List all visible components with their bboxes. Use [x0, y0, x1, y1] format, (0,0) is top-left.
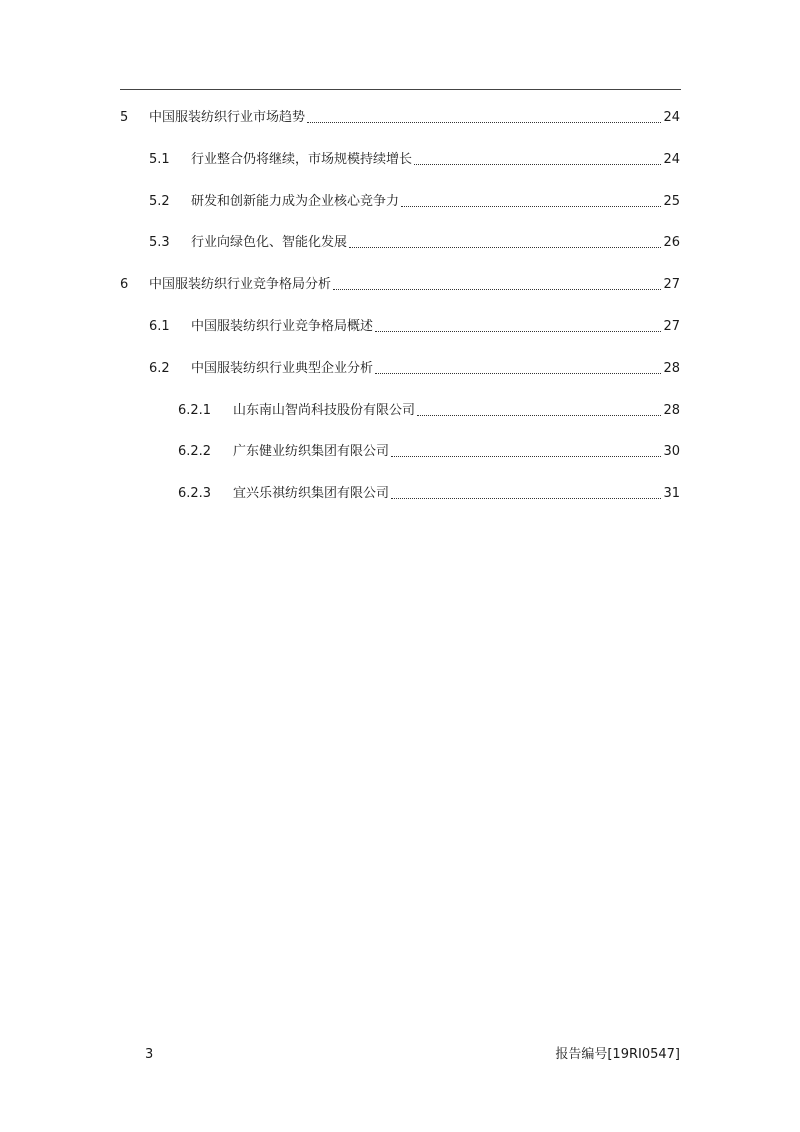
toc-entry-number: 6.2.3: [178, 486, 212, 502]
toc-entry-title: 中国服装纺织行业典型企业分析: [191, 359, 375, 379]
footer-report-id: 报告编号[19RI0547]: [555, 1047, 680, 1062]
toc-entry[interactable]: [0, 233, 800, 253]
toc-entry-title: 广东健业纺织集团有限公司: [233, 442, 391, 462]
toc-entry-number: 5.1: [149, 151, 170, 167]
toc-entry[interactable]: [0, 442, 800, 462]
toc-entry-number: 6.2.2: [178, 444, 212, 460]
toc-dot-leader: [307, 122, 661, 123]
toc-entry-title: 中国服装纺织行业竞争格局概述: [191, 317, 375, 337]
toc-entry-page: 24: [661, 150, 680, 170]
toc-entry-page: 28: [661, 359, 680, 379]
toc-dot-leader: [375, 331, 661, 332]
toc-dot-leader: [401, 206, 661, 207]
toc-entry-number: 5.3: [149, 235, 170, 251]
toc-entry[interactable]: [0, 359, 800, 379]
toc-dot-leader: [333, 289, 661, 290]
toc-entry-title: 行业向绿色化、智能化发展: [191, 233, 349, 253]
toc-dot-leader: [391, 456, 661, 457]
toc-entry-number: 5: [120, 110, 129, 125]
toc-dot-leader: [349, 247, 661, 248]
toc-dot-leader: [417, 415, 661, 416]
toc-entry-page: 27: [661, 317, 680, 337]
toc-entry-page: 30: [661, 442, 680, 462]
toc-entry-page: 26: [661, 233, 680, 253]
toc-entry[interactable]: [0, 484, 800, 504]
toc-entry-page: 25: [661, 192, 680, 212]
toc-entry[interactable]: [0, 192, 800, 212]
toc-entry-title: 山东南山智尚科技股份有限公司: [233, 401, 417, 421]
toc-entry-title: 宜兴乐祺纺织集团有限公司: [233, 484, 391, 504]
toc-entry-page: 27: [661, 275, 680, 295]
toc-entry-number: 6.2: [149, 360, 170, 376]
toc-dot-leader: [414, 164, 661, 165]
toc-dot-leader: [391, 498, 661, 499]
toc-entry-title: 研发和创新能力成为企业核心竞争力: [191, 192, 401, 212]
footer-page-number: 3: [145, 1047, 154, 1062]
toc-entry-title: 中国服装纺织行业市场趋势: [149, 108, 307, 128]
toc-entry[interactable]: [0, 275, 800, 295]
header-rule: [120, 89, 681, 90]
toc-entry-page: 28: [661, 401, 680, 421]
toc-entry[interactable]: [0, 401, 800, 421]
toc-entry-number: 5.2: [149, 193, 170, 209]
toc-entry-title: 行业整合仍将继续，市场规模持续增长: [191, 150, 414, 170]
toc-entry[interactable]: [0, 108, 800, 128]
toc-dot-leader: [375, 373, 661, 374]
toc-entry[interactable]: [0, 150, 800, 170]
toc-entry-number: 6.1: [149, 319, 170, 334]
toc-entry-page: 24: [661, 108, 680, 128]
toc-entry-number: 6: [120, 277, 129, 293]
toc-entry[interactable]: [0, 317, 800, 337]
toc-entry-number: 6.2.1: [178, 402, 212, 418]
toc-entry-page: 31: [661, 484, 680, 504]
toc-entry-title: 中国服装纺织行业竞争格局分析: [149, 275, 333, 295]
